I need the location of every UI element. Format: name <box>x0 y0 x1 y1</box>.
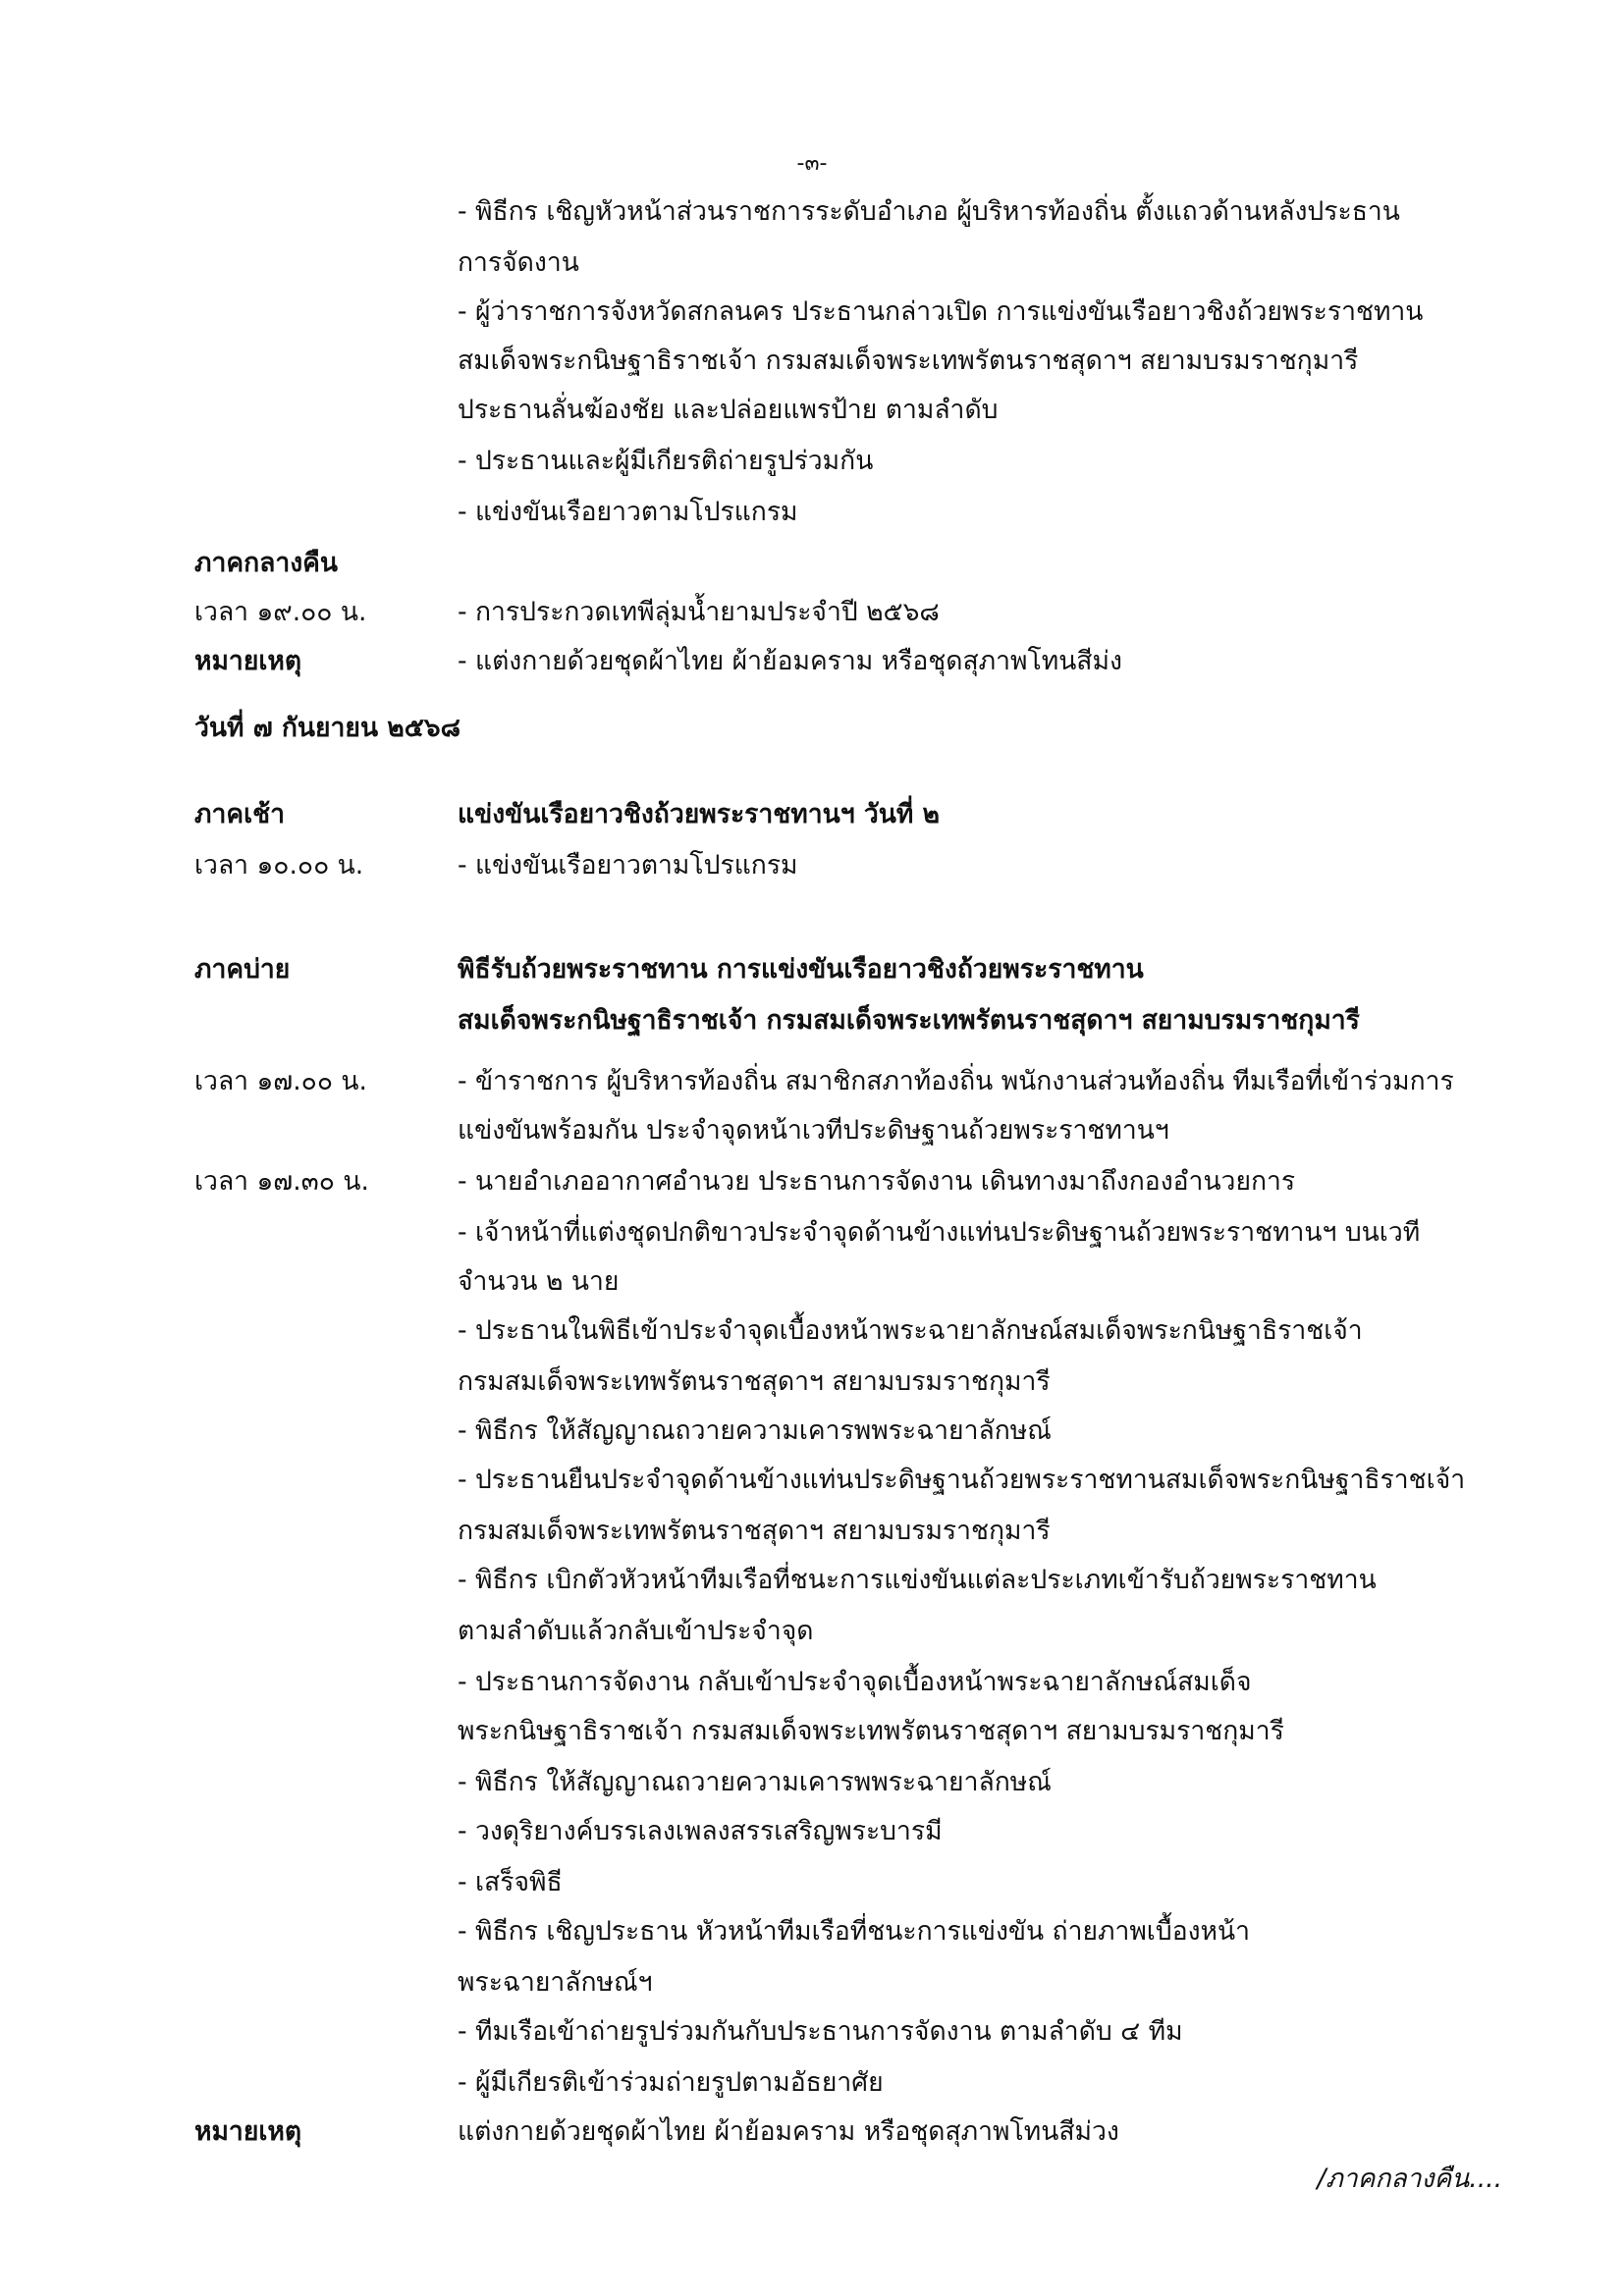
afternoon-time2-line: - พิธีกร ให้สัญญาณถวายความเคารพพระฉายาลักษณ์ <box>458 1415 1052 1446</box>
intro-line: - ประธานและผู้มีเกียรติถ่ายรูปร่วมกัน <box>458 446 874 476</box>
afternoon-title-line: พิธีรับถ้วยพระราชทาน การแข่งขันเรือยาวชิงถ้วยพระราชทาน <box>458 954 1144 985</box>
afternoon-note-text: แต่งกายด้วยชุดผ้าไทย ผ้าย้อมคราม หรือชุดสุภาพโทนสีม่วง <box>458 2116 1119 2147</box>
night-heading: ภาคกลางคืน <box>194 548 339 578</box>
date-heading: วันที่ ๗ กันยายน ๒๕๖๘ <box>194 713 461 743</box>
afternoon-time2-line: พระกนิษฐาธิราชเจ้า กรมสมเด็จพระเทพรัตนราชสุดาฯ สยามบรมราชกุมารี <box>458 1716 1284 1746</box>
night-note-label: หมายเหตุ <box>194 646 302 676</box>
morning-time-label: เวลา ๑๐.๐๐ น. <box>194 850 364 881</box>
night-note-text: - แต่งกายด้วยชุดผ้าไทย ผ้าย้อมคราม หรือชุดสุภาพโทนสีม่ง <box>458 646 1122 676</box>
intro-line: สมเด็จพระกนิษฐาธิราชเจ้า กรมสมเด็จพระเทพรัตนราชสุดาฯ สยามบรมราชกุมารี <box>458 346 1359 376</box>
afternoon-title-line: สมเด็จพระกนิษฐาธิราชเจ้า กรมสมเด็จพระเทพรัตนราชสุดาฯ สยามบรมราชกุมารี <box>458 1005 1360 1036</box>
afternoon-time2-line: - วงดุริยางค์บรรเลงเพลงสรรเสริญพระบารมี <box>458 1816 943 1846</box>
afternoon-time2-line: กรมสมเด็จพระเทพรัตนราชสุดาฯ สยามบรมราชกุมารี <box>458 1366 1051 1397</box>
afternoon-time2-line: จำนวน ๒ นาย <box>458 1266 620 1297</box>
page-number: -๓- <box>796 151 828 176</box>
intro-line: - พิธีกร เชิญหัวหน้าส่วนราชการระดับอำเภอ ผู้บริหารท้องถิ่น ตั้งแถวด้านหลังประธาน <box>458 196 1400 227</box>
intro-line: การจัดงาน <box>458 247 579 278</box>
intro-line: - ผู้ว่าราชการจังหวัดสกลนคร ประธานกล่าวเปิด การแข่งขันเรือยาวชิงถ้วยพระราชทาน <box>458 296 1424 327</box>
night-time-label: เวลา ๑๙.๐๐ น. <box>194 597 367 627</box>
afternoon-time2-line: - นายอำเภออากาศอำนวย ประธานการจัดงาน เดินทางมาถึงกองอำนวยการ <box>458 1166 1296 1197</box>
afternoon-time2-line: ตามลำดับแล้วกลับเข้าประจำจุด <box>458 1616 814 1646</box>
night-time-text: - การประกวดเทพีลุ่มน้ำยามประจำปี ๒๕๖๘ <box>458 597 940 627</box>
afternoon-time2-line: - พิธีกร เชิญประธาน หัวหน้าทีมเรือที่ชนะการแข่งขัน ถ่ายภาพเบื้องหน้า <box>458 1916 1251 1947</box>
afternoon-time2-line: - ทีมเรือเข้าถ่ายรูปร่วมกันกับประธานการจัดงาน ตามลำดับ ๔ ทีม <box>458 2016 1183 2047</box>
afternoon-time2-label: เวลา ๑๗.๓๐ น. <box>194 1166 369 1197</box>
continued-marker: /ภาคกลางคืน.... <box>1317 2163 1502 2194</box>
intro-line: - แข่งขันเรือยาวตามโปรแกรม <box>458 497 798 527</box>
afternoon-note-label: หมายเหตุ <box>194 2116 302 2147</box>
afternoon-time1-line: - ข้าราชการ ผู้บริหารท้องถิ่น สมาชิกสภาท้องถิ่น พนักงานส่วนท้องถิ่น ทีมเรือที่เข้าร่วมการ <box>458 1066 1454 1096</box>
morning-time-text: - แข่งขันเรือยาวตามโปรแกรม <box>458 850 798 881</box>
afternoon-time2-line: - ประธานยืนประจำจุดด้านข้างแท่นประดิษฐานถ้วยพระราชทานสมเด็จพระกนิษฐาธิราชเจ้า <box>458 1465 1466 1495</box>
afternoon-label: ภาคบ่าย <box>194 954 291 985</box>
afternoon-time2-line: - เจ้าหน้าที่แต่งชุดปกติขาวประจำจุดด้านข้างแท่นประดิษฐานถ้วยพระราชทานฯ บนเวที <box>458 1217 1421 1248</box>
afternoon-time2-line: กรมสมเด็จพระเทพรัตนราชสุดาฯ สยามบรมราชกุมารี <box>458 1516 1051 1546</box>
afternoon-time2-line: - พิธีกร เบิกตัวหัวหน้าทีมเรือที่ชนะการแข่งขันแต่ละประเภทเข้ารับถ้วยพระราชทาน <box>458 1565 1377 1595</box>
afternoon-time1-label: เวลา ๑๗.๐๐ น. <box>194 1066 367 1096</box>
afternoon-time2-line: - พิธีกร ให้สัญญาณถวายความเคารพพระฉายาลักษณ์ <box>458 1767 1052 1797</box>
intro-line: ประธานลั่นฆ้องชัย และปล่อยแพรป้าย ตามลำดับ <box>458 395 999 425</box>
morning-label: ภาคเช้า <box>194 799 285 829</box>
afternoon-time2-line: - ประธานการจัดงาน กลับเข้าประจำจุดเบื้องหน้าพระฉายาลักษณ์สมเด็จ <box>458 1667 1252 1697</box>
afternoon-time2-line: พระฉายาลักษณ์ฯ <box>458 1967 653 1998</box>
afternoon-time2-line: - ประธานในพิธีเข้าประจำจุดเบื้องหน้าพระฉายาลักษณ์สมเด็จพระกนิษฐาธิราชเจ้า <box>458 1315 1363 1346</box>
afternoon-time2-line: - ผู้มีเกียรติเข้าร่วมถ่ายรูปตามอัธยาศัย <box>458 2067 884 2098</box>
morning-title: แข่งขันเรือยาวชิงถ้วยพระราชทานฯ วันที่ ๒ <box>458 799 941 829</box>
afternoon-time1-line: แข่งขันพร้อมกัน ประจำจุดหน้าเวทีประดิษฐานถ้วยพระราชทานฯ <box>458 1115 1169 1146</box>
afternoon-time2-line: - เสร็จพิธี <box>458 1867 563 1897</box>
